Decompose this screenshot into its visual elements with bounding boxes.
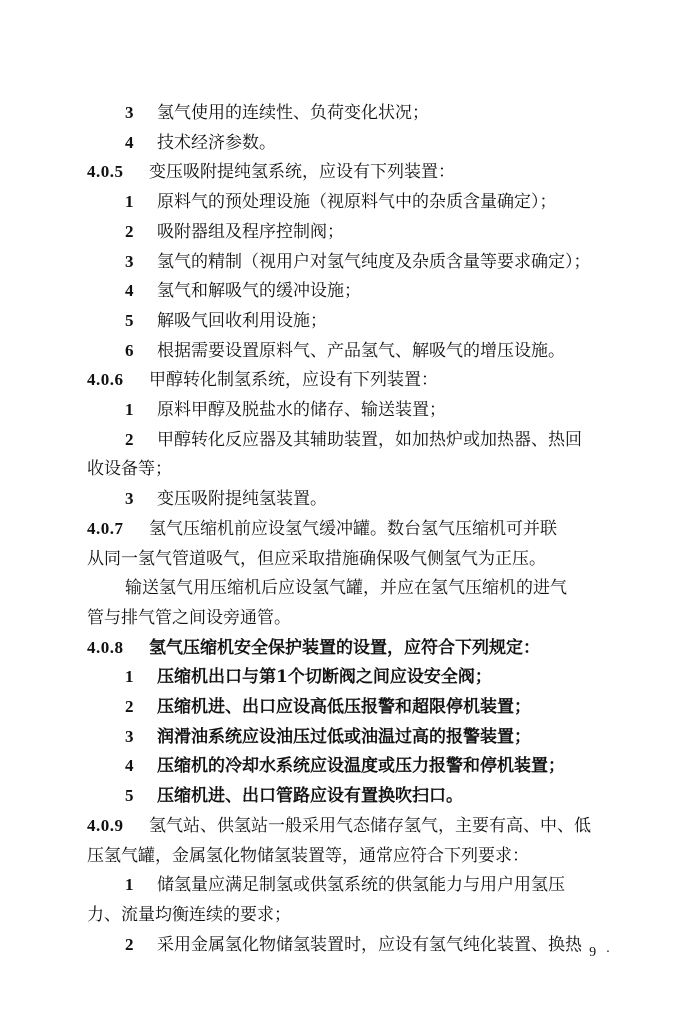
section-number: 4.0.9 (87, 816, 124, 835)
text-line (87, 189, 647, 215)
line-text: 变压吸附提纯氢装置。 (157, 489, 327, 509)
line-text: 压缩机进、出口管路应设有置换吹扫口。 (157, 786, 463, 806)
line-text: 氢气和解吸气的缓冲设施； (157, 281, 361, 301)
text-line (87, 635, 647, 661)
text-line (87, 219, 647, 245)
line-text: 吸附器组及程序控制阀； (157, 222, 344, 242)
text-line (87, 516, 647, 542)
line-text: 氢气使用的连续性、负荷变化状况； (157, 103, 429, 123)
item-number: 1 (125, 667, 134, 686)
text-line (87, 575, 685, 601)
text-line (87, 605, 647, 631)
text-line (87, 902, 647, 928)
line-text: 变压吸附提纯氢系统，应设有下列装置： (149, 162, 455, 182)
text-line (87, 308, 647, 334)
item-number: 4 (125, 281, 134, 300)
item-number: 4 (125, 133, 134, 152)
item-number: 2 (125, 222, 134, 241)
item-number: 3 (125, 489, 134, 508)
text-line (87, 100, 647, 126)
text-line (87, 813, 647, 839)
text-line (87, 783, 647, 809)
text-line (87, 546, 647, 572)
section-number: 4.0.8 (87, 638, 124, 657)
line-text: 甲醇转化制氢系统，应设有下列装置： (149, 370, 438, 390)
line-text: 输送氢气用压缩机后应设氢气罐，并应在氢气压缩机的进气 (125, 578, 567, 598)
line-text: 压氢气罐，金属氢化物储氢装置等，通常应符合下列要求： (87, 846, 529, 866)
line-text: 压缩机进、出口应设高低压报警和超限停机装置； (157, 697, 531, 717)
line-text: 氢气压缩机安全保护装置的设置，应符合下列规定： (149, 638, 540, 658)
text-line (87, 338, 647, 364)
page-number: · 9 · (575, 945, 614, 960)
item-number: 6 (125, 341, 134, 360)
section-number: 4.0.5 (87, 162, 124, 181)
text-line (87, 159, 647, 185)
item-number: 5 (125, 786, 134, 805)
line-text: 采用金属氢化物储氢装置时，应设有氢气纯化装置、换热 (157, 935, 582, 955)
item-number: 3 (125, 103, 134, 122)
line-text: 氢气压缩机前应设氢气缓冲罐。数台氢气压缩机可并联 (149, 519, 557, 539)
line-text: 氢气站、供氢站一般采用气态储存氢气，主要有高、中、低 (149, 816, 591, 836)
line-text: 解吸气回收利用设施； (157, 311, 327, 331)
item-number: 1 (125, 192, 134, 211)
text-line (87, 249, 647, 275)
line-text: 收设备等； (87, 459, 172, 479)
text-line (87, 753, 647, 779)
line-text: 力、流量均衡连续的要求； (87, 905, 291, 925)
line-text: 压缩机出口与第1个切断阀之间应设安全阀； (157, 667, 492, 687)
line-text: 压缩机的冷却水系统应设温度或压力报警和停机装置； (157, 756, 565, 776)
line-text: 润滑油系统应设油压过低或油温过高的报警装置； (157, 727, 531, 747)
item-number: 3 (125, 252, 134, 271)
text-line (87, 367, 647, 393)
text-line (87, 397, 647, 423)
line-text: 氢气的精制（视用户对氢气纯度及杂质含量等要求确定）； (157, 252, 591, 272)
text-line (87, 130, 647, 156)
item-number: 4 (125, 756, 134, 775)
item-number: 2 (125, 697, 134, 716)
text-line (87, 486, 647, 512)
item-number: 2 (125, 430, 134, 449)
section-number: 4.0.7 (87, 519, 124, 538)
line-text: 甲醇转化反应器及其辅助装置，如加热炉或加热器、热回 (157, 430, 582, 450)
text-line (87, 427, 647, 453)
text-line (87, 456, 647, 482)
line-text: 管与排气管之间设旁通管。 (87, 608, 291, 628)
item-number: 5 (125, 311, 134, 330)
text-line (87, 932, 647, 958)
text-line (87, 872, 647, 898)
item-number: 3 (125, 727, 134, 746)
section-number: 4.0.6 (87, 370, 124, 389)
line-text: 储氢量应满足制氢或供氢系统的供氢能力与用户用氢压 (157, 875, 565, 895)
line-text: 原料气的预处理设施（视原料气中的杂质含量确定）； (157, 192, 557, 212)
item-number: 1 (125, 875, 134, 894)
text-line (87, 278, 647, 304)
line-text: 技术经济参数。 (157, 133, 276, 153)
line-text: 原料甲醇及脱盐水的储存、输送装置； (157, 400, 446, 420)
text-line (87, 694, 647, 720)
item-number: 2 (125, 935, 134, 954)
item-number: 1 (125, 400, 134, 419)
line-text: 根据需要设置原料气、产品氢气、解吸气的增压设施。 (157, 341, 565, 361)
line-text: 从同一氢气管道吸气，但应采取措施确保吸气侧氢气为正压。 (87, 549, 546, 569)
text-line (87, 724, 647, 750)
text-line (87, 664, 647, 690)
text-line (87, 843, 647, 869)
